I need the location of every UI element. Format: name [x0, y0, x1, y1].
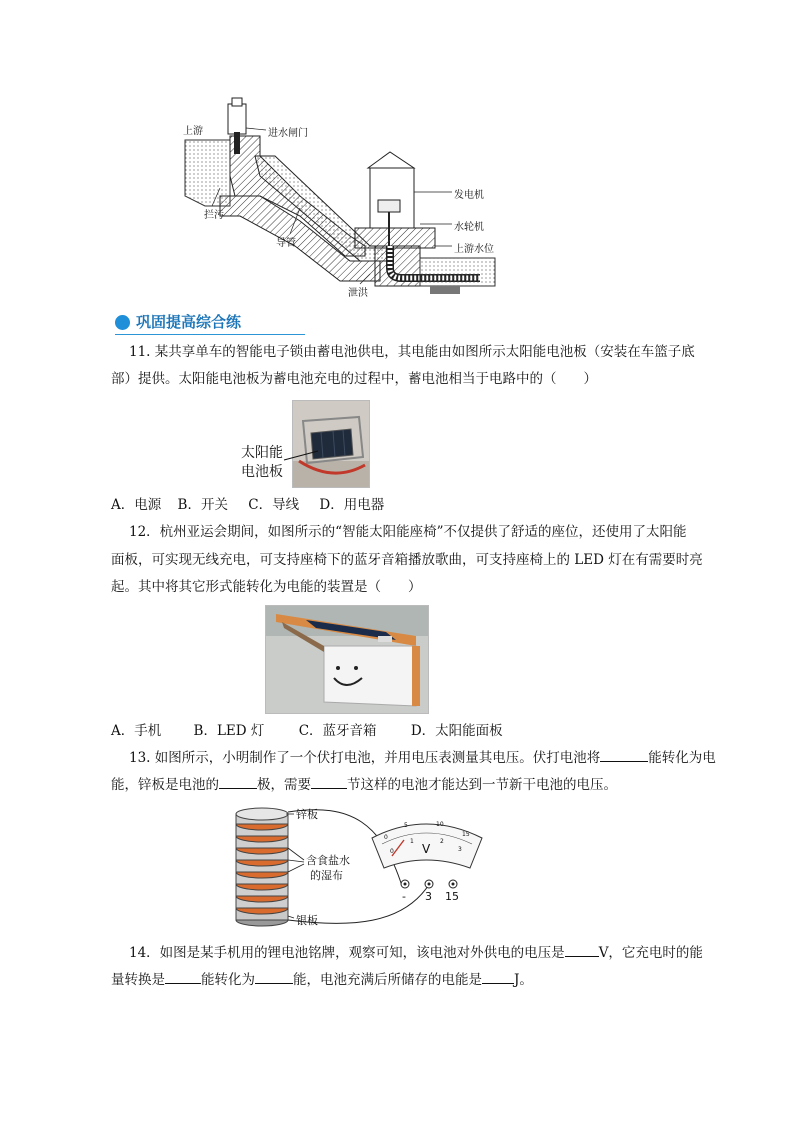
q11-options — [111, 492, 384, 518]
q14-text-2c: 能，电池充满后所储存的电能是 — [293, 972, 482, 988]
terminal-3v: 3 — [425, 890, 432, 903]
q13-text-2c: 节这样的电池才能达到一节新干电池的电压。 — [347, 777, 617, 793]
q14-line-1 — [129, 940, 703, 966]
meter-unit: V — [422, 842, 431, 856]
hydro-diagram-drawing — [180, 96, 500, 298]
q11-line-2: 部）提供。太阳能电池板为蓄电池充电的过程中，蓄电池相当于电路中的（ ） — [111, 371, 597, 387]
q14-text-1b: V，它充电时的能 — [598, 945, 703, 961]
q14-text-2b: 能转化为 — [201, 972, 255, 988]
q12-option-c[interactable]: C．蓝牙音箱 — [298, 723, 377, 739]
q13-text-2b: 极，需要 — [257, 777, 311, 793]
q11-option-b[interactable]: B．开关 — [177, 497, 228, 513]
q14-text-1a: 14．如图是某手机用的锂电池铭牌，观察可知，该电池对外供电的电压是 — [129, 945, 565, 961]
section-header — [115, 312, 305, 335]
solar-panel-label — [238, 444, 286, 482]
q13-text-2a: 能，锌板是电池的 — [111, 777, 219, 793]
voltaic-pile-figure — [232, 804, 507, 930]
q13-text-1b: 能转化为电 — [648, 750, 716, 766]
q12-line-3: 起。其中将其它形式能转化为电能的装置是（ ） — [111, 579, 422, 595]
q11-line-1: 11. 某共享单车的智能电子锁由蓄电池供电，其电能由如图所示太阳能电池板（安装在车篮子底 — [129, 344, 695, 360]
label-silver-plate: 银板 — [296, 914, 318, 927]
q12-option-a[interactable]: A．手机 — [111, 723, 162, 739]
label-salt-cloth-2: 的湿布 — [310, 869, 343, 882]
q14-blank-energy-to[interactable] — [255, 969, 293, 984]
meter-scale-top-2: 10 — [436, 821, 444, 828]
label-salt-cloth-1: 含食盐水 — [306, 854, 350, 867]
q14-blank-stored-energy[interactable] — [482, 969, 514, 984]
bike-basket-drawing — [293, 401, 369, 487]
q11-option-a[interactable]: A．电源 — [111, 497, 162, 513]
bike-basket-photo — [292, 400, 370, 488]
meter-scale-bottom-1: 1 — [410, 838, 414, 845]
q13-text-1a: 13. 如图所示，小明制作了一个伏打电池，并用电压表测量其电压。伏打电池将 — [129, 750, 601, 766]
q13-blank-count[interactable] — [311, 774, 347, 789]
q14-blank-energy-from[interactable] — [165, 969, 201, 984]
solar-bench-drawing — [266, 606, 428, 713]
q14-text-2d: J。 — [514, 972, 533, 988]
q14-line-2 — [111, 967, 533, 993]
label-upstream: 上游 — [183, 126, 203, 137]
meter-scale-bottom-2: 2 — [440, 838, 444, 845]
label-penstock: 导管 — [276, 238, 296, 249]
label-flood-discharge: 泄洪 — [348, 288, 368, 299]
q11-option-d[interactable]: D．用电器 — [319, 497, 385, 513]
q12-line-1: 12．杭州亚运会期间，如图所示的“智能太阳能座椅”不仅提供了舒适的座位，还使用了太阳能 — [129, 524, 687, 540]
meter-scale-bottom-3: 3 — [458, 846, 462, 853]
q12-options — [111, 718, 503, 744]
meter-scale-top-3: 15 — [462, 831, 470, 838]
solar-panel-pointer — [282, 448, 322, 464]
label-zinc-plate: 锌板 — [296, 808, 318, 821]
label-generator: 发电机 — [454, 190, 484, 201]
q13-line-2 — [111, 772, 617, 798]
q14-blank-voltage[interactable] — [565, 942, 599, 957]
solar-panel-label-line-2: 电池板 — [241, 464, 283, 480]
q12-option-b[interactable]: B．LED 灯 — [193, 723, 265, 739]
terminal-negative: - — [402, 890, 406, 903]
solar-panel-label-line-1: 太阳能 — [241, 445, 283, 461]
meter-scale-top-0: 0 — [384, 834, 388, 841]
voltaic-pile-drawing — [232, 804, 507, 930]
solar-bench-photo — [265, 605, 429, 714]
q12-line-2: 面板，可实现无线充电，可支持座椅下的蓝牙音箱播放歌曲，可支持座椅上的 LED 灯在有需要时亮 — [111, 552, 703, 568]
label-trash-rack: 拦污 — [204, 210, 224, 221]
q13-line-1 — [129, 745, 716, 771]
pile-stack — [236, 808, 288, 926]
terminal-15v: 15 — [445, 890, 459, 903]
q13-blank-energy[interactable] — [600, 747, 648, 762]
meter-scale-bottom-0: 0 — [390, 848, 394, 855]
hydro-diagram — [180, 96, 500, 298]
q13-blank-pole[interactable] — [219, 774, 257, 789]
section-bullet-icon — [115, 315, 130, 330]
section-title: 巩固提高综合练 — [136, 313, 242, 331]
label-intake-gate: 进水闸门 — [268, 128, 308, 139]
label-turbine: 水轮机 — [454, 222, 484, 233]
q12-option-d[interactable]: D．太阳能面板 — [410, 723, 503, 739]
q11-option-c[interactable]: C．导线 — [248, 497, 300, 513]
label-upstream-level: 上游水位 — [454, 244, 494, 255]
meter-scale-top-1: 5 — [404, 822, 408, 829]
q14-text-2a: 量转换是 — [111, 972, 165, 988]
